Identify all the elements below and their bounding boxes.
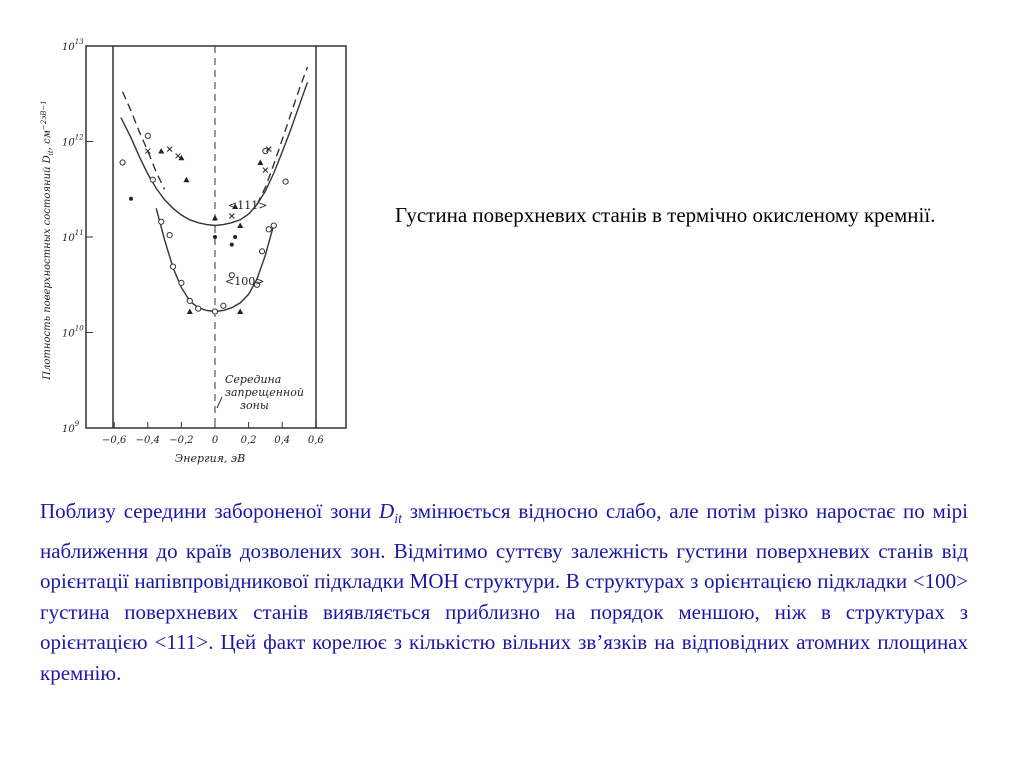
series-curve-3 [156, 208, 274, 311]
x-tick-label-2: −0,2 [169, 435, 194, 446]
marker-circle-1 [145, 133, 150, 138]
marker-circle-6 [179, 280, 184, 285]
marker-dot-3 [129, 197, 133, 201]
x-axis-ticks [102, 422, 324, 446]
marker-circle-14 [266, 227, 271, 232]
dit-symbol: $D_{it}$ [379, 499, 402, 528]
marker-triangle-3 [212, 215, 218, 221]
marker-triangle-8 [237, 308, 243, 314]
marker-circle-9 [212, 309, 217, 314]
description-part-1: Поблизу середини забороненої зони [40, 499, 380, 523]
annotation-line-1: Середина [225, 373, 282, 386]
dit-subscript: it [394, 512, 402, 528]
description-part-2: змінюється відносно слабо, але потім різко наростає по мірі наближення до країв дозволених зон. Відмітимо суттєву залежність густини поверхневих станів від орієнтації напівпровідникової підкладки МОН структури. В структурах з орієнтацією підкладки <100> густина поверхневих станів виявляється приблизно на порядок меншою, ніж в структурах з орієнтацією <111>. Цей факт корелює з кількістю вільних зв’язків на відповідних атомних площинах кремнію. [40, 499, 968, 685]
y-tick-label-12: $10^{12}$ [62, 133, 84, 149]
annotation-arrow [217, 397, 222, 408]
x-tick-label-6: 0,6 [307, 435, 324, 446]
marker-cross-1 [167, 147, 172, 152]
marker-circle-15 [271, 223, 276, 228]
series-label-100: <100> [225, 275, 265, 288]
marker-circle-0 [120, 160, 125, 165]
marker-circle-7 [187, 298, 192, 303]
marker-cross-4 [263, 168, 268, 173]
marker-circle-16 [283, 179, 288, 184]
x-tick-label-5: 0,4 [274, 435, 291, 446]
y-tick-label-9: $10^9$ [62, 420, 80, 435]
marker-dot-1 [230, 243, 234, 247]
marker-triangle-6 [257, 160, 263, 166]
x-axis-label: Энергия, эВ [174, 452, 246, 465]
x-tick-label-0: −0,6 [102, 435, 127, 446]
x-tick-label-4: 0,2 [240, 435, 257, 446]
marker-triangle-7 [187, 308, 193, 314]
annotation-line-2: запрещенной [225, 386, 304, 399]
marker-circle-3 [159, 219, 164, 224]
y-tick-label-10: $10^{10}$ [62, 324, 84, 340]
marker-cross-3 [229, 213, 234, 218]
y-tick-label-11: $10^{11}$ [62, 229, 84, 244]
marker-circle-5 [170, 264, 175, 269]
marker-circle-8 [196, 306, 201, 311]
marker-dot-2 [233, 235, 237, 239]
series-label-111: <111> [228, 199, 268, 212]
marker-triangle-2 [183, 177, 189, 183]
annotation-line-3: зоны [240, 399, 269, 412]
y-axis-label: Плотность поверхностных состояний $D_{it}$, $см^{-2эВ-1}$ [40, 100, 55, 380]
surface-state-density-chart [30, 30, 375, 475]
marker-triangle-0 [158, 148, 164, 154]
curves [121, 67, 308, 312]
y-tick-label-13: $10^{13}$ [62, 38, 84, 53]
x-tick-label-1: −0,4 [135, 435, 160, 446]
figure-caption: Густина поверхневих станів в термічно окисленому кремнії. [395, 203, 936, 227]
series-curve-2 [257, 67, 307, 205]
marker-dot-0 [213, 235, 217, 239]
x-tick-label-3: 0 [211, 435, 219, 446]
marker-circle-13 [259, 249, 264, 254]
marker-circle-2 [150, 177, 155, 182]
marker-cross-2 [176, 153, 181, 158]
marker-circle-4 [167, 232, 172, 237]
description-paragraph [40, 496, 968, 688]
marker-circle-10 [221, 303, 226, 308]
y-axis-ticks [62, 38, 93, 435]
series-curve-1 [123, 92, 165, 190]
marker-triangle-5 [237, 223, 243, 229]
